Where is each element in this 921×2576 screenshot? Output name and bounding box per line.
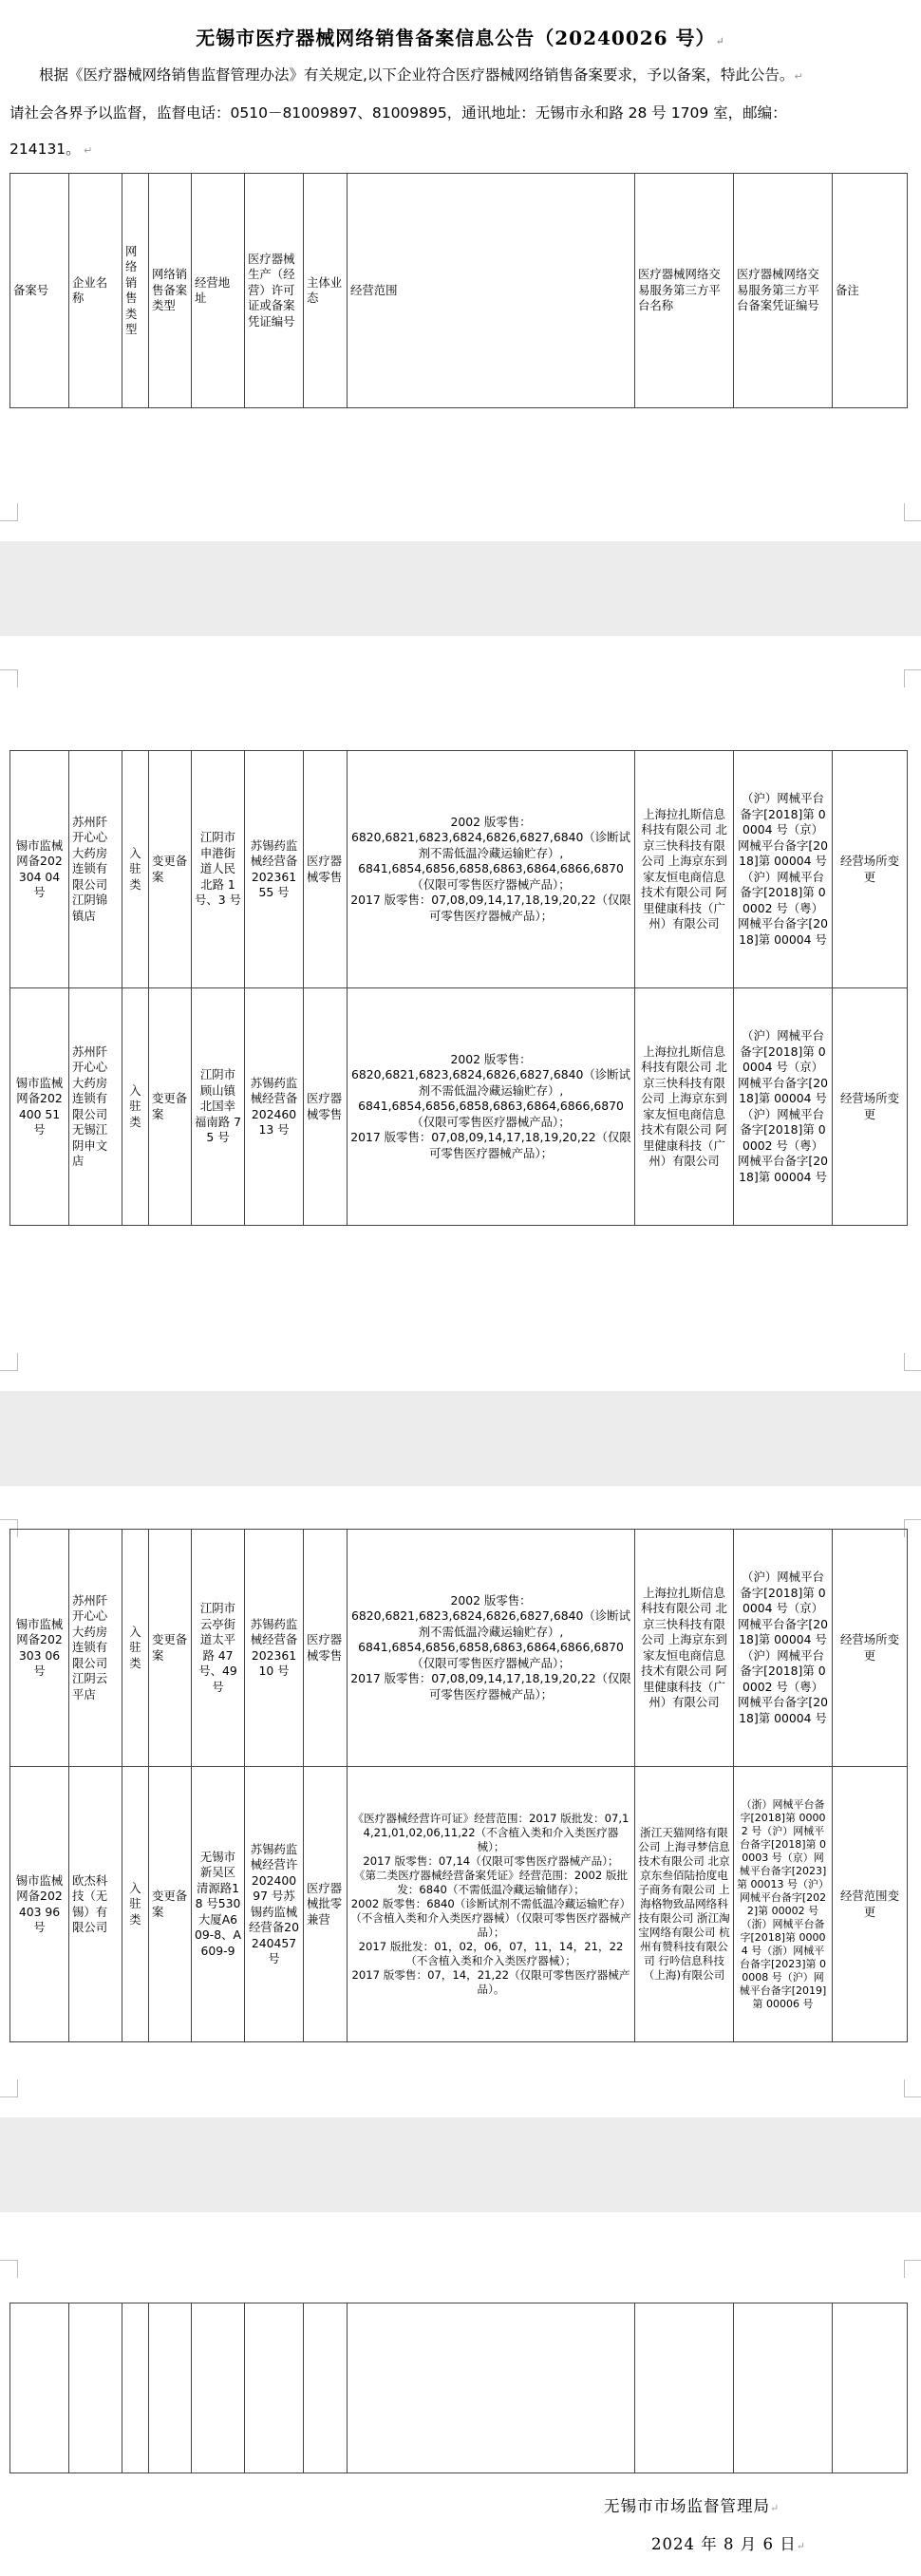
scope-line: 2002 版零售： — [450, 1051, 532, 1066]
cell-biz: 医疗器械零售 — [304, 751, 348, 988]
cell-plat: 上海拉扎斯信息科技有限公司 北京三快科技有限公司 上海京东到家友恒电商信息技术有限公司 阿里健康科技（广州）有限公司 — [635, 1530, 734, 1767]
cell-scope — [348, 1767, 635, 2042]
cell-empty — [635, 2303, 734, 2473]
crop-mark — [904, 2260, 921, 2278]
intro-paragraph-3: 214131。 ↵ — [9, 141, 93, 158]
cell-empty — [69, 2303, 122, 2473]
scope-line: 6841,6854,6856,6858,6863,6864,6866,6870（仅限可零售医疗器械产品）； — [358, 861, 624, 892]
scope-line: 2017 版零售：07，14，21,22（仅限可零售医疗器械产品）。 — [351, 1968, 630, 1996]
cell-name: 苏州阡开心心大药房连锁有限公司江阴云平店 — [69, 1530, 122, 1767]
cell-empty — [734, 2303, 833, 2473]
cell-btype: 变更备案 — [149, 988, 192, 1226]
cell-empty — [10, 2303, 69, 2473]
cell-addr: 江阴市申港街道人民北路 1 号、3 号 — [192, 751, 245, 988]
cell-note: 经营场所变更 — [833, 751, 908, 988]
header-biz: 主体业态 — [304, 174, 348, 408]
issue-date: 2024 年 8 月 6 日↵ — [651, 2535, 806, 2553]
scope-line: 2002 版零售： — [450, 1592, 532, 1608]
header-note: 备注 — [833, 174, 908, 408]
cell-lic: 苏锡药监械经营备20236155 号 — [245, 751, 304, 988]
scope-line: 《第二类医疗器械经营备案凭证》经营范围：2002 版批发：6840（不需低温冷藏运输储存）； — [353, 1869, 629, 1896]
cell-no: 锡市监械网备202303 06 号 — [10, 1530, 69, 1767]
cell-addr: 江阴市顾山镇北国幸福南路 75 号 — [192, 988, 245, 1226]
cell-empty — [245, 2303, 304, 2473]
table-row — [10, 988, 908, 1226]
cell-biz: 医疗器械零售 — [304, 1530, 348, 1767]
cell-plat: 浙江天猫网络有限公司 上海寻梦信息技术有限公司 北京京东叁佰陆拾度电子商务有限公司 上海格物致品网络科技有限公司 浙江淘宝网络有限公司 杭州有赞科技有限公司 行吟信息科技（上海)有限公司 — [635, 1767, 734, 2042]
scope-line: 2002 版零售：6840（诊断试剂不需低温冷藏运输贮存）（不含植入类和介入类医疗器械）（仅限可零售医疗器械产品）； — [350, 1897, 631, 1939]
header-table — [9, 173, 908, 408]
page-gap — [0, 2117, 921, 2212]
header-name: 企业名称 — [69, 174, 122, 408]
cell-type: 入驻类 — [122, 1530, 149, 1767]
page-title: 无锡市医疗器械网络销售备案信息公告（20240026 号）↵ — [196, 27, 725, 49]
cell-empty — [348, 2303, 635, 2473]
scope-line: 6820,6821,6823,6824,6826,6827,6840（诊断试剂不需低温冷藏运输贮存）, — [351, 830, 630, 860]
crop-mark — [0, 1353, 18, 1371]
issuing-authority: 无锡市市场监督管理局↵ — [604, 2497, 780, 2515]
cell-no: 锡市监械网备202403 96 号 — [10, 1767, 69, 2042]
cell-type: 入驻类 — [122, 751, 149, 988]
header-plat: 医疗器械网络交易服务第三方平台名称 — [635, 174, 734, 408]
table-row — [10, 1767, 908, 2042]
cell-scope — [348, 751, 635, 988]
header-lic: 医疗器械生产（经营）许可证或备案凭证编号 — [245, 174, 304, 408]
continuation-table — [9, 2303, 908, 2473]
intro-paragraph: 根据《医疗器械网络销售监督管理办法》有关规定,以下企业符合医疗器械网络销售备案要求，予以备案，特此公告。↵ — [39, 66, 803, 84]
scope-line: 2017 版零售：07,14（仅限可零售医疗器械产品）； — [363, 1854, 619, 1868]
scope-line: 6841,6854,6856,6858,6863,6864,6866,6870（仅限可零售医疗器械产品）； — [358, 1640, 624, 1670]
table-row — [10, 1530, 908, 1767]
crop-mark — [0, 2260, 18, 2278]
cell-name: 苏州阡开心心大药房连锁有限公司江阴锦镇店 — [69, 751, 122, 988]
scope-line: 《医疗器械经营许可证》经营范围：2017 版批发：07,14,21,01,02,06,11,22（不含植入类和介入类医疗器械）； — [352, 1812, 630, 1853]
cell-plat: 上海拉扎斯信息科技有限公司 北京三快科技有限公司 上海京东到家友恒电商信息技术有限公司 阿里健康科技（广州）有限公司 — [635, 988, 734, 1226]
scope-line: 2017 版零售：07,08,09,14,17,18,19,20,22（仅限可零售医疗器械产品）； — [350, 1130, 631, 1160]
cell-empty — [122, 2303, 149, 2473]
cell-type: 入驻类 — [122, 1767, 149, 2042]
cell-btype: 变更备案 — [149, 751, 192, 988]
crop-mark — [0, 503, 18, 521]
header-scope: 经营范围 — [348, 174, 635, 408]
cell-empty — [192, 2303, 245, 2473]
cell-empty — [149, 2303, 192, 2473]
page-gap — [0, 1391, 921, 1486]
cell-platno: （沪）网械平台备字[2018]第 00004 号（京）网械平台备字[2018]第 00004 号（沪）网械平台备字[2018]第 00002 号（粤）网械平台备字[2018]第 00004 号 — [734, 988, 833, 1226]
crop-mark — [904, 503, 921, 521]
cell-platno: （沪）网械平台备字[2018]第 00004 号（京）网械平台备字[2018]第 00004 号（沪）网械平台备字[2018]第 00002 号（粤）网械平台备字[2018]第 00004 号 — [734, 1530, 833, 1767]
cell-lic: 苏锡药监械经营许20240097 号苏锡药监械经营备20240457 号 — [245, 1767, 304, 2042]
cell-note: 经营范围变更 — [833, 1767, 908, 2042]
intro-paragraph-2: 请社会各界予以监督，监督电话：0510－81009897、81009895，通讯地址：无锡市永和路 28 号 1709 室，邮编： — [9, 104, 787, 122]
cell-empty — [304, 2303, 348, 2473]
cell-empty — [833, 2303, 908, 2473]
crop-mark — [904, 669, 921, 687]
cell-lic: 苏锡药监械经营备20246013 号 — [245, 988, 304, 1226]
cell-addr: 无锡市新吴区清源路18 号530 大厦A609-8、A609-9 — [192, 1767, 245, 2042]
cell-type: 入驻类 — [122, 988, 149, 1226]
scope-line: 2017 版零售：07,08,09,14,17,18,19,20,22（仅限可零售医疗器械产品）； — [350, 1671, 631, 1702]
data-table-page-2 — [9, 750, 908, 1226]
cell-addr: 江阴市云亭街道太平路 47 号、49 号 — [192, 1530, 245, 1767]
scope-line: 2017 版零售：07,08,09,14,17,18,19,20,22（仅限可零售医疗器械产品）； — [350, 893, 631, 923]
cell-name: 苏州阡开心心大药房连锁有限公司无锡江阴申文店 — [69, 988, 122, 1226]
header-no: 备案号 — [10, 174, 69, 408]
header-platno: 医疗器械网络交易服务第三方平台备案凭证编号 — [734, 174, 833, 408]
scope-line: 6841,6854,6856,6858,6863,6864,6866,6870（仅限可零售医疗器械产品）； — [358, 1099, 624, 1129]
cell-no: 锡市监械网备202400 51 号 — [10, 988, 69, 1226]
data-table-page-3 — [9, 1529, 908, 2042]
crop-mark — [0, 669, 18, 687]
page-gap — [0, 541, 921, 636]
cell-biz: 医疗器械批零兼营 — [304, 1767, 348, 2042]
table-row — [10, 2303, 908, 2473]
table-row — [10, 751, 908, 988]
scope-line: 6820,6821,6823,6824,6826,6827,6840（诊断试剂不需低温冷藏运输贮存）, — [351, 1067, 630, 1098]
cell-biz: 医疗器械零售 — [304, 988, 348, 1226]
scope-line: 2017 版批发：01，02，06，07，11，14，21，22（不含植入类和介入类医疗器械）； — [358, 1940, 624, 1967]
cell-scope — [348, 1530, 635, 1767]
cell-lic: 苏锡药监械经营备20236110 号 — [245, 1530, 304, 1767]
header-type: 网络销售类型 — [122, 174, 149, 408]
scope-line: 6820,6821,6823,6824,6826,6827,6840（诊断试剂不需低温冷藏运输贮存）, — [351, 1608, 630, 1639]
cell-name: 欧杰科技（无锡）有限公司 — [69, 1767, 122, 2042]
cell-plat: 上海拉扎斯信息科技有限公司 北京三快科技有限公司 上海京东到家友恒电商信息技术有限公司 阿里健康科技（广州）有限公司 — [635, 751, 734, 988]
crop-mark — [0, 2079, 18, 2097]
cell-platno: （浙）网械平台备字[2018]第 00002 号（沪）网械平台备字[2018]第 00003 号（京）网械平台备字[2023]第 00013 号（沪）网械平台备字[2022]第 00002 号（浙）网械平台备字[2018]第 00004 号（浙）网械平台备字[2023]第 00008 号（沪）网械平台备字[2019]第 00006 号 — [734, 1767, 833, 2042]
header-addr: 经营地址 — [192, 174, 245, 408]
crop-mark — [904, 2079, 921, 2097]
cell-scope — [348, 988, 635, 1226]
cell-no: 锡市监械网备202304 04 号 — [10, 751, 69, 988]
cell-platno: （沪）网械平台备字[2018]第 00004 号（京）网械平台备字[2018]第 00004 号（沪）网械平台备字[2018]第 00002 号（粤）网械平台备字[2018]第 00004 号 — [734, 751, 833, 988]
header-btype: 网络销售备案类型 — [149, 174, 192, 408]
scope-line: 2002 版零售： — [450, 814, 532, 829]
cell-btype: 变更备案 — [149, 1767, 192, 2042]
cell-note: 经营场所变更 — [833, 988, 908, 1226]
crop-mark — [904, 1353, 921, 1371]
cell-note: 经营场所变更 — [833, 1530, 908, 1767]
cell-btype: 变更备案 — [149, 1530, 192, 1767]
